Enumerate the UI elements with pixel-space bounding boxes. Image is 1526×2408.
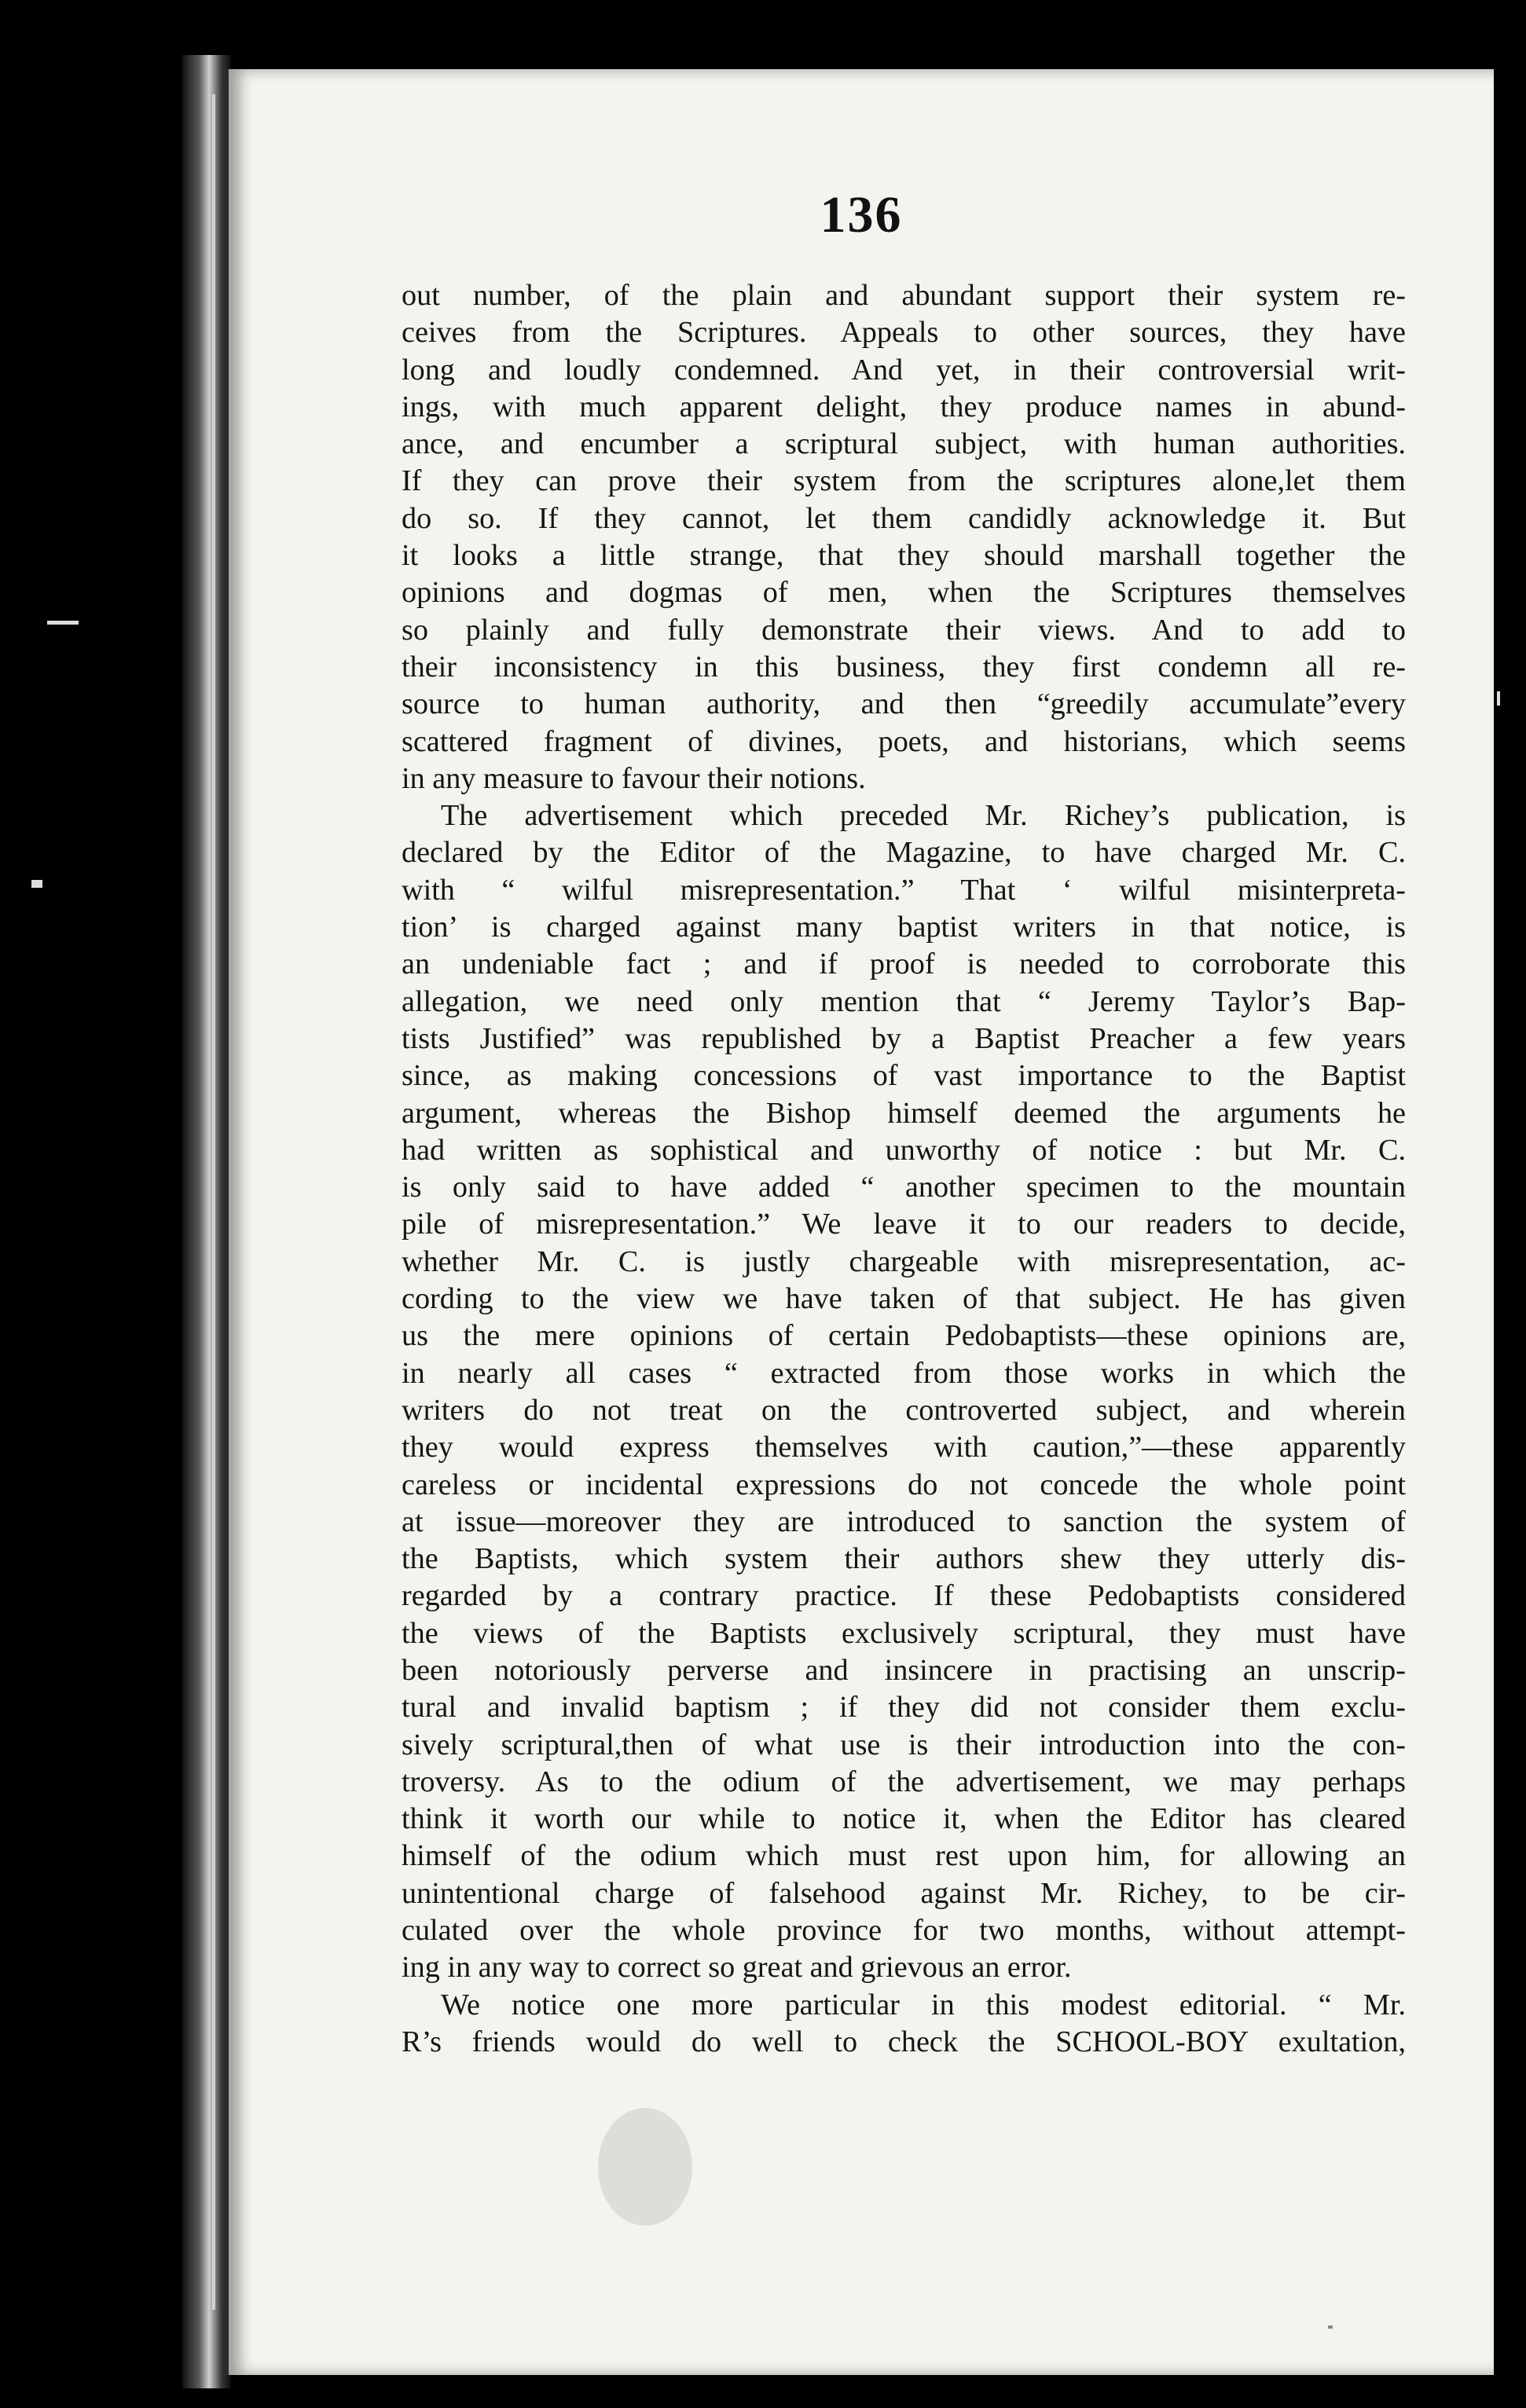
text-line: at issue—moreover they are introduced to sanction the system of (402, 1505, 1406, 1538)
text-line: in nearly all cases “ extracted from those works in which the (402, 1356, 1406, 1390)
scan-speck (1497, 691, 1500, 706)
text-line: tists Justified” was republished by a Baptist Preacher a few years (402, 1021, 1406, 1055)
text-line: declared by the Editor of the Magazine, to have charged Mr. C. (402, 836, 1406, 870)
text-line: had written as sophistical and unworthy of notice : but Mr. C. (402, 1133, 1406, 1167)
text-line: troversy. As to the odium of the advertisement, we may perhaps (402, 1765, 1406, 1798)
text-line: whether Mr. C. is justly chargeable with misrepresentation, ac- (402, 1244, 1406, 1278)
text-line: culated over the whole province for two months, without attempt- (402, 1914, 1406, 1948)
text-line: ings, with much apparent delight, they produce names in abund- (402, 390, 1406, 423)
text-line: tion’ is charged against many baptist writers in that notice, is (402, 911, 1406, 944)
paragraph (402, 277, 1406, 797)
text-line: the views of the Baptists exclusively scriptural, they must have (402, 1616, 1406, 1650)
page-number: 136 (820, 186, 903, 244)
text-line: argument, whereas the Bishop himself deemed the arguments he (402, 1096, 1406, 1130)
text-line: do so. If they cannot, let them candidly acknowledge it. But (402, 501, 1406, 535)
paragraph (402, 1987, 1406, 2062)
text-line: since, as making concessions of vast importance to the Baptist (402, 1059, 1406, 1093)
text-line: We notice one more particular in this modest editorial. “ Mr. (441, 1988, 1406, 2021)
text-line: R’s friends would do well to check the SCHOOL-BOY exultation, (402, 2025, 1406, 2058)
book-page (224, 69, 1494, 2375)
text-line: regarded by a contrary practice. If these Pedobaptists considered (402, 1579, 1406, 1613)
text-line: their inconsistency in this business, they first condemn all re- (402, 650, 1406, 684)
text-line: us the mere opinions of certain Pedobaptists—these opinions are, (402, 1319, 1406, 1353)
text-line: think it worth our while to notice it, when the Editor has cleared (402, 1802, 1406, 1836)
text-line: unintentional charge of falsehood against Mr. Richey, to be cir- (402, 1876, 1406, 1910)
text-line: himself of the odium which must rest upon him, for allowing an (402, 1839, 1406, 1873)
text-line: The advertisement which preceded Mr. Richey’s publication, is (441, 799, 1406, 833)
text-line: opinions and dogmas of men, when the Scriptures themselves (402, 576, 1406, 610)
scan-speck (1328, 2326, 1333, 2329)
text-line: pile of misrepresentation.” We leave it to our readers to decide, (402, 1208, 1406, 1241)
text-line: ceives from the Scriptures. Appeals to other sources, they have (402, 316, 1406, 350)
text-line: it looks a little strange, that they should marshall together the (402, 539, 1406, 573)
text-line: allegation, we need only mention that “ Jeremy Taylor’s Bap- (402, 984, 1406, 1018)
text-line: source to human authority, and then “greedily accumulate”every (402, 687, 1406, 721)
paragraph (402, 797, 1406, 1987)
text-line: long and loudly condemned. And yet, in their controversial writ- (402, 353, 1406, 387)
text-line: careless or incidental expressions do not concede the whole point (402, 1468, 1406, 1501)
text-line: out number, of the plain and abundant support their system re- (402, 279, 1406, 312)
text-line: cording to the view we have taken of that subject. He has given (402, 1282, 1406, 1316)
text-line: in any measure to favour their notions. (402, 761, 866, 795)
text-line: ance, and encumber a scriptural subject, with human authorities. (402, 427, 1406, 461)
text-line: writers do not treat on the controverted subject, and wherein (402, 1393, 1406, 1427)
text-line: tural and invalid baptism ; if they did not consider them exclu- (402, 1691, 1406, 1724)
spine-edge-line (212, 94, 215, 2310)
scan-speck (31, 880, 42, 888)
text-line: so plainly and fully demonstrate their views. And to add to (402, 613, 1406, 647)
text-line: with “ wilful misrepresentation.” That ‘ wilful misinterpreta- (402, 873, 1406, 907)
text-line: they would express themselves with caution,”—these apparently (402, 1431, 1406, 1464)
body-text (402, 277, 1406, 2061)
page-smudge (598, 2108, 692, 2226)
text-line: been notoriously perverse and insincere in practising an unscrip- (402, 1653, 1406, 1687)
text-line: the Baptists, which system their authors shew they utterly dis- (402, 1542, 1406, 1576)
text-line: an undeniable fact ; and if proof is needed to corroborate this (402, 947, 1406, 981)
text-line: is only said to have added “ another specimen to the mountain (402, 1171, 1406, 1204)
text-line: ing in any way to correct so great and grievous an error. (402, 1951, 1072, 1985)
text-line: scattered fragment of divines, poets, and historians, which seems (402, 724, 1406, 758)
text-line: If they can prove their system from the scriptures alone,let them (402, 464, 1406, 498)
text-line: sively scriptural,then of what use is their introduction into the con- (402, 1728, 1406, 1761)
scan-speck (47, 621, 79, 625)
